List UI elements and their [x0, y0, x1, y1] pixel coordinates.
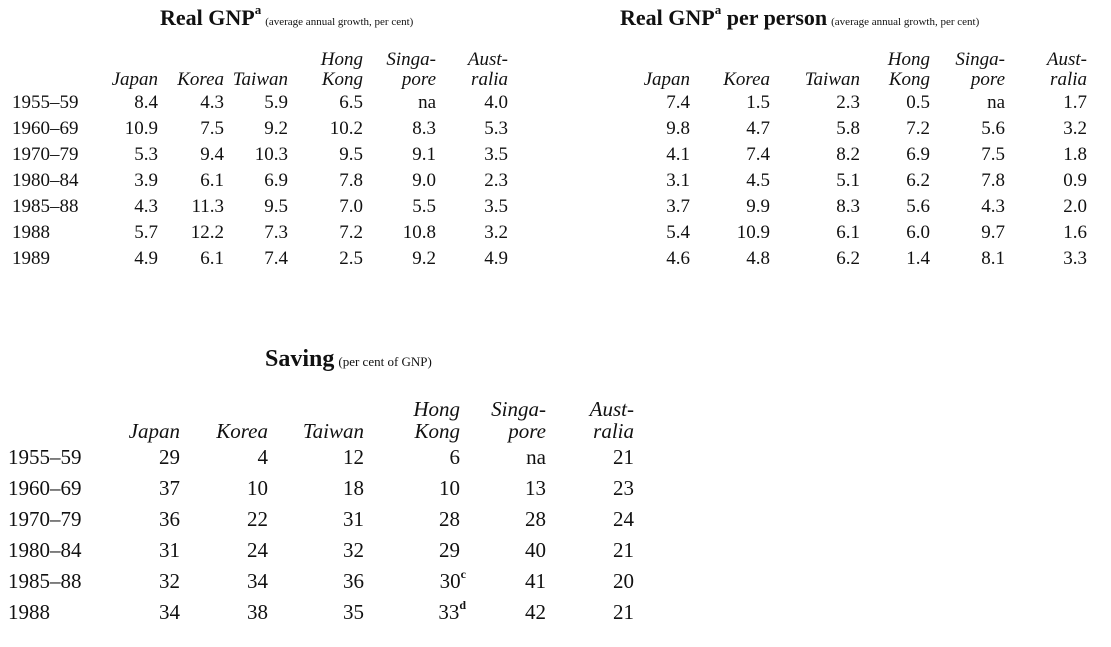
table-cell: 13 — [525, 476, 546, 500]
table-cell: 9.1 — [412, 144, 436, 165]
table-cell: 8.1 — [981, 248, 1005, 269]
table-cell: 5.6 — [906, 196, 930, 217]
table-row — [12, 116, 508, 142]
table-cell: 6.5 — [339, 92, 363, 113]
column-header: Aust- ralia — [467, 49, 508, 91]
table-cell: 4 — [257, 445, 268, 469]
table3-subtitle: (per cent of GNP) — [338, 354, 432, 369]
column-header: Japan — [643, 69, 690, 91]
table-cell: 8.3 — [412, 118, 436, 139]
row-label: 1980–84 — [12, 170, 79, 191]
table-header-row — [628, 34, 1087, 90]
table-cell: 5.4 — [666, 222, 690, 243]
table-cell: 32 — [343, 538, 364, 562]
table-row — [8, 566, 634, 597]
footnote-marker: c — [460, 567, 466, 581]
table-row — [628, 116, 1087, 142]
table-cell: 36 — [159, 507, 180, 531]
table-cell: 7.5 — [200, 118, 224, 139]
table-cell: 6.1 — [200, 170, 224, 191]
table-cell: 10.3 — [254, 144, 288, 165]
table-cell: 3.5 — [484, 196, 508, 217]
table-row — [8, 473, 634, 504]
table-cell: 23 — [613, 476, 634, 500]
table-row — [628, 142, 1087, 168]
table-header-row — [8, 382, 634, 442]
table-cell: 12.2 — [190, 222, 224, 243]
table-cell: 36 — [343, 569, 364, 593]
table-row — [628, 220, 1087, 246]
footnote-marker: d — [459, 598, 466, 612]
table-header-row — [12, 38, 508, 90]
table-cell: 4.1 — [666, 144, 690, 165]
table-cell: 2.0 — [1063, 196, 1087, 217]
table-cell: 4.6 — [666, 248, 690, 269]
row-label: 1980–84 — [8, 538, 82, 562]
table-row — [628, 194, 1087, 220]
table-cell: 7.0 — [339, 196, 363, 217]
column-header: Korea — [723, 69, 770, 91]
table-cell: 5.3 — [484, 118, 508, 139]
column-header: Korea — [216, 418, 268, 443]
table1-subtitle: (average annual growth, per cent) — [265, 16, 414, 28]
table-cell: 6.9 — [264, 170, 288, 191]
table-cell: 9.7 — [981, 222, 1005, 243]
table-cell: 2.3 — [484, 170, 508, 191]
table-row — [12, 142, 508, 168]
table-cell: 7.3 — [264, 222, 288, 243]
table-cell: 12 — [343, 445, 364, 469]
table-row — [12, 168, 508, 194]
table-cell: 6.2 — [836, 248, 860, 269]
table-cell: 6.9 — [906, 144, 930, 165]
table-cell: 3.2 — [1063, 118, 1087, 139]
table-cell: 6 — [449, 445, 460, 469]
table-row — [8, 597, 634, 628]
column-header: Japan — [111, 69, 158, 91]
column-header: Aust- ralia — [589, 396, 634, 443]
table-cell: 7.4 — [746, 144, 770, 165]
table-cell: 10.2 — [329, 118, 363, 139]
table-cell: 35 — [343, 600, 364, 624]
column-header: Hong Kong — [413, 396, 460, 443]
row-label: 1988 — [8, 600, 50, 624]
table-cell: 4.3 — [134, 196, 158, 217]
column-header: Korea — [177, 69, 224, 91]
table-cell: 37 — [159, 476, 180, 500]
saving-table — [8, 382, 634, 628]
table-cell: 9.8 — [666, 118, 690, 139]
table-cell: 1.4 — [906, 248, 930, 269]
table-cell: 9.5 — [339, 144, 363, 165]
table-cell: 4.0 — [484, 92, 508, 113]
table-cell: 5.5 — [412, 196, 436, 217]
table-cell: 6.1 — [200, 248, 224, 269]
table-cell: 4.9 — [484, 248, 508, 269]
table-cell: 5.3 — [134, 144, 158, 165]
row-label: 1988 — [12, 222, 50, 243]
table-cell: 38 — [247, 600, 268, 624]
table-cell: na — [418, 92, 436, 113]
table-cell: 0.5 — [906, 92, 930, 113]
row-label: 1955–59 — [8, 445, 82, 469]
column-header: Hong Kong — [887, 49, 930, 91]
table-cell: 4.3 — [981, 196, 1005, 217]
table-cell: 5.7 — [134, 222, 158, 243]
table-cell: 41 — [525, 569, 546, 593]
table-cell: 20 — [613, 569, 634, 593]
table-cell: 7.2 — [906, 118, 930, 139]
table3-title: Saving (per cent of GNP) — [265, 346, 432, 372]
table-cell: 10.9 — [736, 222, 770, 243]
table-cell: 9.9 — [746, 196, 770, 217]
table-cell: 9.4 — [200, 144, 224, 165]
table-cell: 1.6 — [1063, 222, 1087, 243]
table-cell: 5.9 — [264, 92, 288, 113]
column-header: Hong Kong — [320, 49, 363, 91]
table-cell: 34 — [159, 600, 180, 624]
row-label: 1960–69 — [12, 118, 79, 139]
table-cell: 1.8 — [1063, 144, 1087, 165]
column-header: Japan — [128, 418, 180, 443]
table-cell: 28 — [525, 507, 546, 531]
table-cell: 30$^c$ — [439, 567, 466, 593]
column-header: Taiwan — [804, 69, 860, 91]
column-header: Singa- pore — [386, 49, 436, 91]
table-cell: 33$^d$ — [438, 598, 466, 624]
row-label: 1970–79 — [8, 507, 82, 531]
table-cell: 21 — [613, 538, 634, 562]
table-cell: 31 — [159, 538, 180, 562]
table-cell: 11.3 — [191, 196, 224, 217]
table-row — [628, 90, 1087, 116]
table-cell: 2.5 — [339, 248, 363, 269]
table-cell: 1.5 — [746, 92, 770, 113]
table-row — [628, 168, 1087, 194]
table-cell: na — [526, 445, 546, 469]
table-cell: 7.4 — [666, 92, 690, 113]
table-cell: 4.3 — [200, 92, 224, 113]
table-cell: 6.0 — [906, 222, 930, 243]
table-row — [12, 194, 508, 220]
table-cell: 7.8 — [339, 170, 363, 191]
table-cell: 6.1 — [836, 222, 860, 243]
table-cell: 7.8 — [981, 170, 1005, 191]
table-cell: 10.9 — [124, 118, 158, 139]
column-header: Taiwan — [232, 69, 288, 91]
table-row — [12, 246, 508, 272]
table-cell: 10 — [247, 476, 268, 500]
table-cell: 34 — [247, 569, 268, 593]
table-cell: 6.2 — [906, 170, 930, 191]
table-cell: na — [987, 92, 1005, 113]
table-cell: 3.1 — [666, 170, 690, 191]
table-cell: 1.7 — [1063, 92, 1087, 113]
table-cell: 5.1 — [836, 170, 860, 191]
row-label: 1985–88 — [8, 569, 82, 593]
row-label: 1989 — [12, 248, 50, 269]
table-cell: 3.7 — [666, 196, 690, 217]
table-cell: 8.2 — [836, 144, 860, 165]
table-cell: 24 — [247, 538, 268, 562]
table-cell: 5.8 — [836, 118, 860, 139]
table-cell: 5.6 — [981, 118, 1005, 139]
table-cell: 32 — [159, 569, 180, 593]
table-cell: 7.5 — [981, 144, 1005, 165]
table-cell: 4.9 — [134, 248, 158, 269]
table-cell: 22 — [247, 507, 268, 531]
table-cell: 8.4 — [134, 92, 158, 113]
real-gnp-table — [12, 38, 508, 272]
table-cell: 9.2 — [412, 248, 436, 269]
table2-subtitle: (average annual growth, per cent) — [831, 16, 980, 28]
row-label: 1960–69 — [8, 476, 82, 500]
table-row — [628, 246, 1087, 272]
table-cell: 3.3 — [1063, 248, 1087, 269]
row-label: 1955–59 — [12, 92, 79, 113]
table-cell: 10.8 — [402, 222, 436, 243]
table-cell: 3.2 — [484, 222, 508, 243]
table-cell: 31 — [343, 507, 364, 531]
table-cell: 4.8 — [746, 248, 770, 269]
table-cell: 3.5 — [484, 144, 508, 165]
table-cell: 21 — [613, 600, 634, 624]
table-cell: 3.9 — [134, 170, 158, 191]
column-header: Singa- pore — [491, 396, 546, 443]
table-row — [8, 535, 634, 566]
table-cell: 9.0 — [412, 170, 436, 191]
table-cell: 9.2 — [264, 118, 288, 139]
table-cell: 24 — [613, 507, 634, 531]
table1-title: Real GNP$^a$ (average annual growth, per cent) — [160, 2, 414, 30]
table-cell: 4.7 — [746, 118, 770, 139]
table-row — [12, 220, 508, 246]
column-header: Singa- pore — [955, 49, 1005, 91]
table-cell: 29 — [439, 538, 460, 562]
table-cell: 7.2 — [339, 222, 363, 243]
table-cell: 42 — [525, 600, 546, 624]
table-cell: 4.5 — [746, 170, 770, 191]
column-header: Aust- ralia — [1046, 49, 1087, 91]
table-cell: 7.4 — [264, 248, 288, 269]
table-cell: 28 — [439, 507, 460, 531]
table-row — [12, 90, 508, 116]
table-cell: 10 — [439, 476, 460, 500]
table-row — [8, 442, 634, 473]
table-row — [8, 504, 634, 535]
real-gnp-per-person-table — [628, 34, 1087, 272]
row-label: 1985–88 — [12, 196, 79, 217]
row-label-header — [8, 382, 98, 442]
table-cell: 18 — [343, 476, 364, 500]
row-label-header — [12, 38, 102, 90]
table2-title: Real GNP$^a$ per person (average annual growth, per cent) — [620, 2, 980, 30]
column-header: Taiwan — [302, 418, 364, 443]
table-cell: 0.9 — [1063, 170, 1087, 191]
row-label: 1970–79 — [12, 144, 79, 165]
table-cell: 21 — [613, 445, 634, 469]
table-cell: 40 — [525, 538, 546, 562]
table-cell: 2.3 — [836, 92, 860, 113]
table-cell: 8.3 — [836, 196, 860, 217]
table-cell: 9.5 — [264, 196, 288, 217]
table-cell: 29 — [159, 445, 180, 469]
